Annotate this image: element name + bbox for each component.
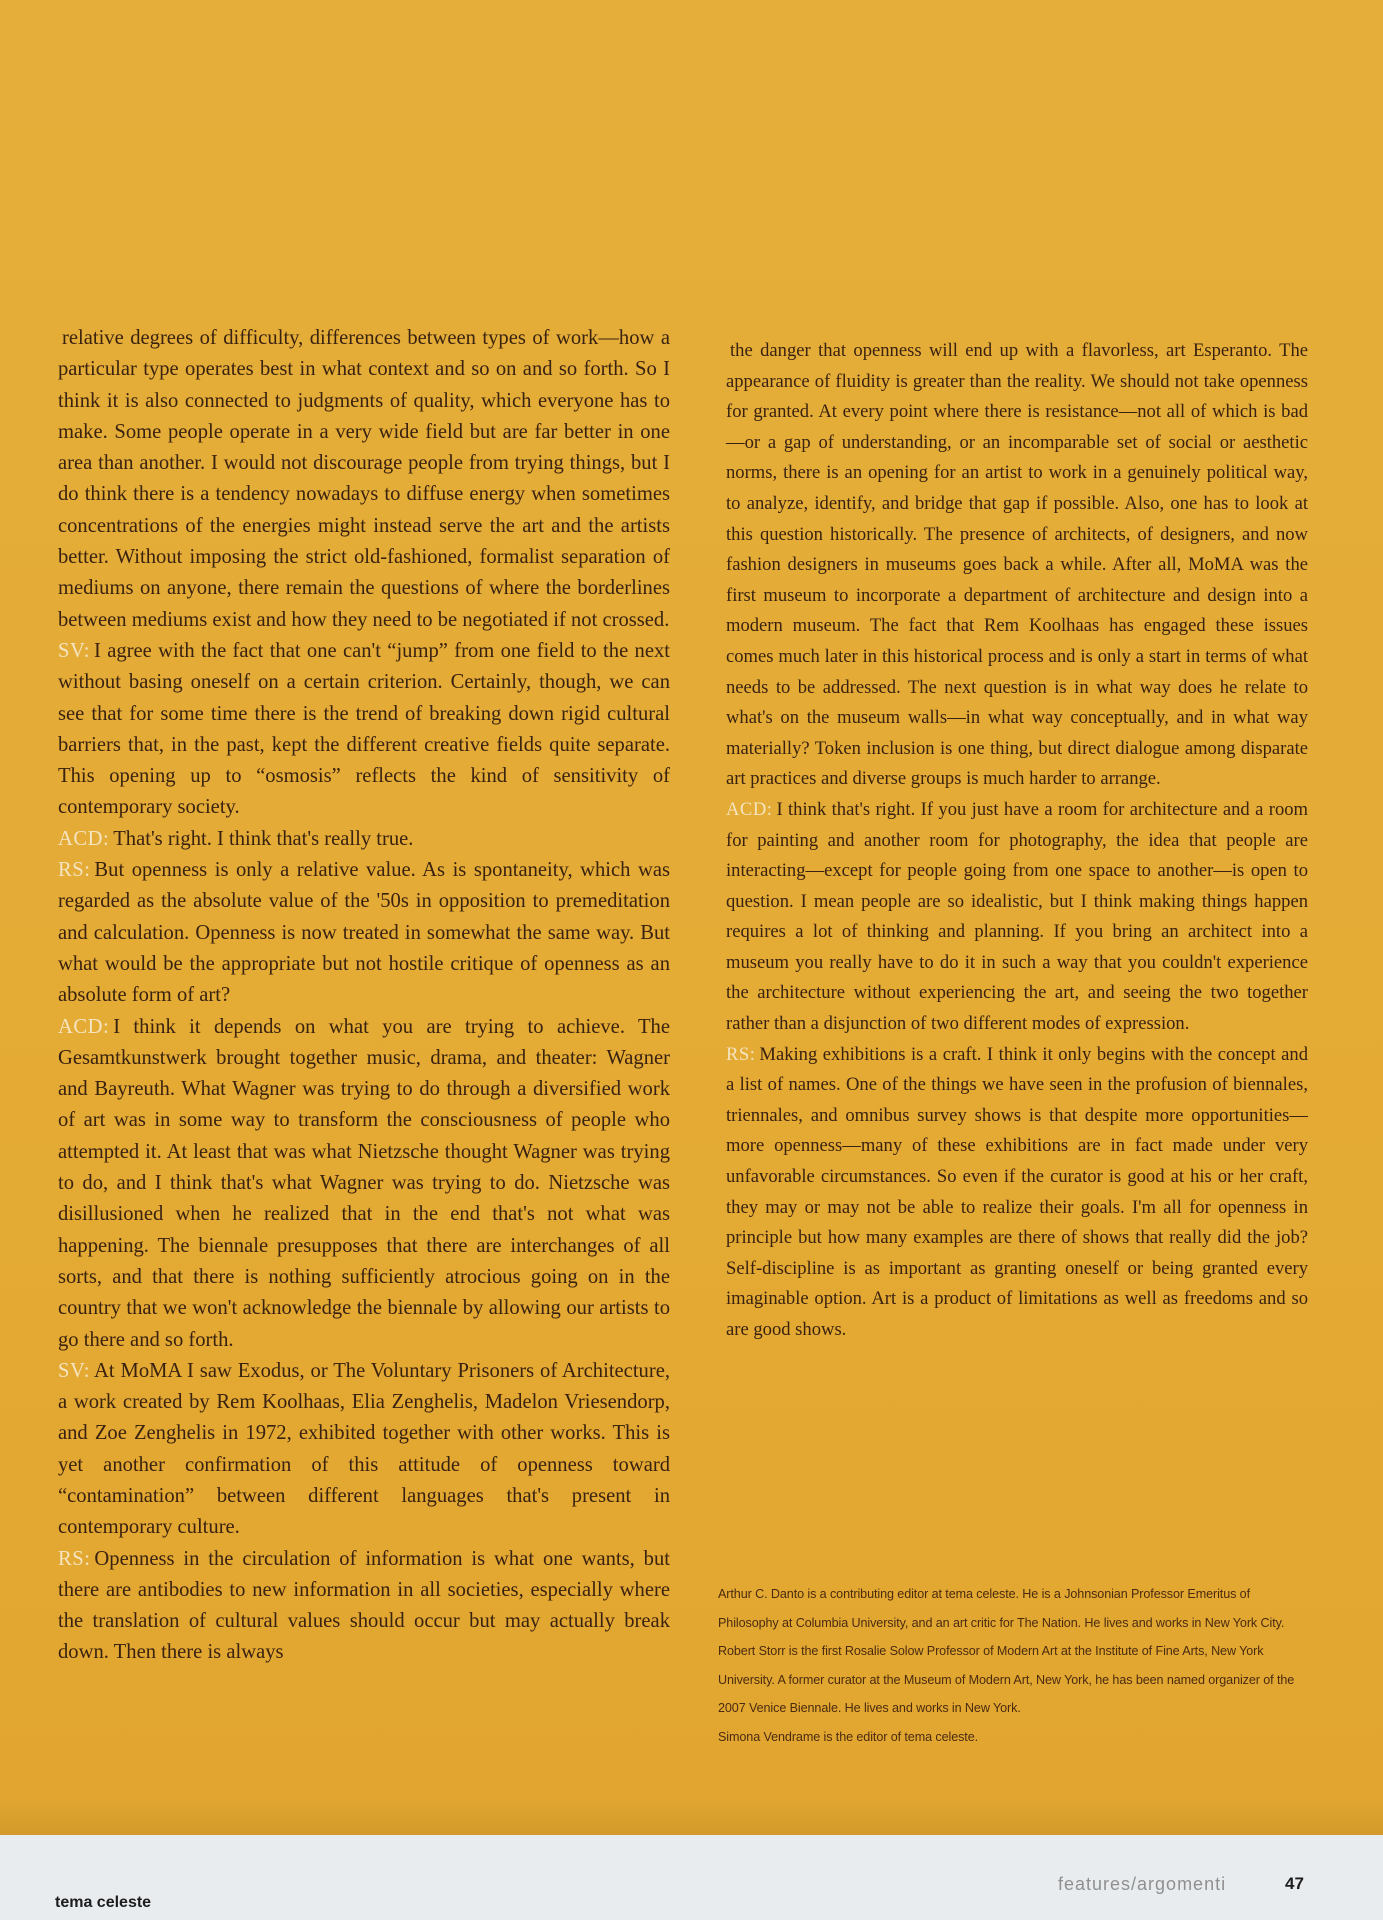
paragraph [58, 1012, 670, 1356]
paragraph-text: the danger that openness will end up with a flavorless, art Esperanto. The appearance of fluidity is greater than the reality. We should not take openness for granted. At every point where there is resistance—not all of which is bad—or a gap of understanding, or an incomparable set of social or aesthetic norms, there is an opening for an artist to work in a genuinely political way, to analyze, identify, and bridge that gap if possible. Also, one has to look at this question historically. The presence of architects, of designers, and now fashion designers in museums goes back a while. After all, MoMA was the first museum to incorporate a department of architecture and design into a modern museum. The fact that Rem Koolhaas has engaged these issues comes much later in this historical process and is only a start in terms of what needs to be addressed. The next question is in what way does he relate to what's on the museum walls—in what way conceptually, and in what way materially? Token inclusion is one thing, but direct dialogue among disparate art practices and diverse groups is much harder to arrange. [726, 340, 1308, 790]
speaker-label: RS: [726, 1043, 756, 1065]
left-column [58, 323, 670, 1669]
paragraph-text: That's right. I think that's really true. [113, 827, 414, 850]
speaker-label: ACD: [726, 798, 773, 820]
magazine-brand: tema celeste [55, 1894, 152, 1911]
paragraph-text: relative degrees of difficulty, differences between types of work—how a particular type operates best in what context and so on and so forth. So I think it is also connected to judgments of quality, which everyone has to make. Some people operate in a very wide field but are far better in one area than another. I would not discourage people from trying things, but I do think there is a tendency nowadays to diffuse energy when sometimes concentrations of the energies might instead serve the art and the artists better. Without imposing the strict old-fashioned, formalist separation of mediums on anyone, there remain the questions of where the borderlines between mediums exist and how they need to be negotiated if not crossed. [58, 327, 670, 631]
paragraph-text: But openness is only a relative value. As is spontaneity, which was regarded as the absolute value of the '50s in opposition to premeditation and calculation. Openness is now treated in somewhat the same way. But what would be the appropriate but not hostile critique of openness as an absolute form of art? [58, 859, 670, 1007]
paragraph [58, 824, 670, 855]
paragraph [58, 323, 670, 636]
paragraph [726, 1040, 1308, 1346]
paragraph [726, 336, 1308, 795]
paragraph [58, 1544, 670, 1669]
paragraph [58, 636, 670, 824]
page-number: 47 [1285, 1874, 1304, 1893]
speaker-label: ACD: [58, 827, 110, 850]
speaker-label: SV: [58, 1359, 91, 1382]
bio-danto: Arthur C. Danto is a contributing editor at tema celeste. He is a Johnsonian Professor Emeritus of Philosophy at Columbia University, and an art critic for The Nation. He lives and works in New York City. [718, 1587, 1285, 1630]
paragraph-text: At MoMA I saw Exodus, or The Voluntary Prisoners of Architecture, a work created by Rem Koolhaas, Elia Zenghelis, Madelon Vriesendorp, and Zoe Zenghelis in 1972, exhibited together with other works. This is yet another confirmation of this attitude of openness toward “contamination” between different languages that's present in contemporary culture. [58, 1359, 670, 1539]
paragraph [726, 795, 1308, 1040]
contributor-bios [718, 1580, 1308, 1752]
paragraph-text: Openness in the circulation of information is what one wants, but there are antibodies to new information in all societies, especially where the translation of cultural values should occur but may actually break down. Then there is always [58, 1547, 670, 1664]
right-column [726, 336, 1308, 1346]
speaker-label: SV: [58, 639, 91, 662]
paragraph-text: I agree with the fact that one can't “jump” from one field to the next without basing oneself on a certain criterion. Certainly, though, we can see that for some time there is the trend of breaking down rigid cultural barriers that, in the past, kept the different creative fields quite separate. This opening up to “osmosis” reflects the kind of sensitivity of contemporary society. [58, 639, 670, 819]
section-label: features/argomenti [1058, 1874, 1227, 1894]
paragraph-text: I think that's right. If you just have a room for architecture and a room for painting and another room for photography, the idea that people are interacting—except for people going from one space to another—is open to question. I mean people are so idealistic, but I think making things happen requires a lot of thinking and planning. If you bring an architect into a museum you really have to do it in such a way that you couldn't experience the architecture without experiencing the art, and seeing the two together rather than a disjunction of two different modes of expression. [726, 798, 1308, 1035]
speaker-label: ACD: [58, 1015, 110, 1038]
paragraph [58, 855, 670, 1011]
paragraph-text: I think it depends on what you are trying to achieve. The Gesamtkunstwerk brought together music, drama, and theater: Wagner and Bayreuth. What Wagner was trying to do through a diversified work of art was in some way to transform the consciousness of people who attempted it. At least that was what Nietzsche thought Wagner was trying to do, and I think that's what Wagner was trying to do. Nietzsche was disillusioned when he realized that in the end that's not what was happening. The biennale presupposes that there are interchanges of all sorts, and that there is nothing sufficiently atrocious going on in the country that we won't acknowledge the biennale by allowing our artists to go there and so forth. [58, 1015, 670, 1351]
speaker-label: RS: [58, 859, 91, 882]
speaker-label: RS: [58, 1547, 91, 1570]
paragraph [58, 1356, 670, 1544]
paragraph-text: Making exhibitions is a craft. I think it only begins with the concept and a list of names. One of the things we have seen in the profusion of biennales, triennales, and omnibus survey shows is that despite more opportunities—more openness—many of these exhibitions are in fact made under very unfavorable circumstances. So even if the curator is good at his or her craft, they may or may not be able to realize their goals. I'm all for openness in principle but how many examples are there of shows that really did the job? Self-discipline is as important as granting oneself or being granted every imaginable option. Art is a product of limitations as well as freedoms and so are good shows. [726, 1043, 1308, 1340]
bio-vendrame: Simona Vendrame is the editor of tema celeste. [718, 1729, 979, 1744]
bio-storr: Robert Storr is the first Rosalie Solow Professor of Modern Art at the Institute of Fine Arts, New York University. A former curator at the Museum of Modern Art, New York, he has been named organizer of the 2007 Venice Biennale. He lives and works in New York. [718, 1644, 1295, 1716]
